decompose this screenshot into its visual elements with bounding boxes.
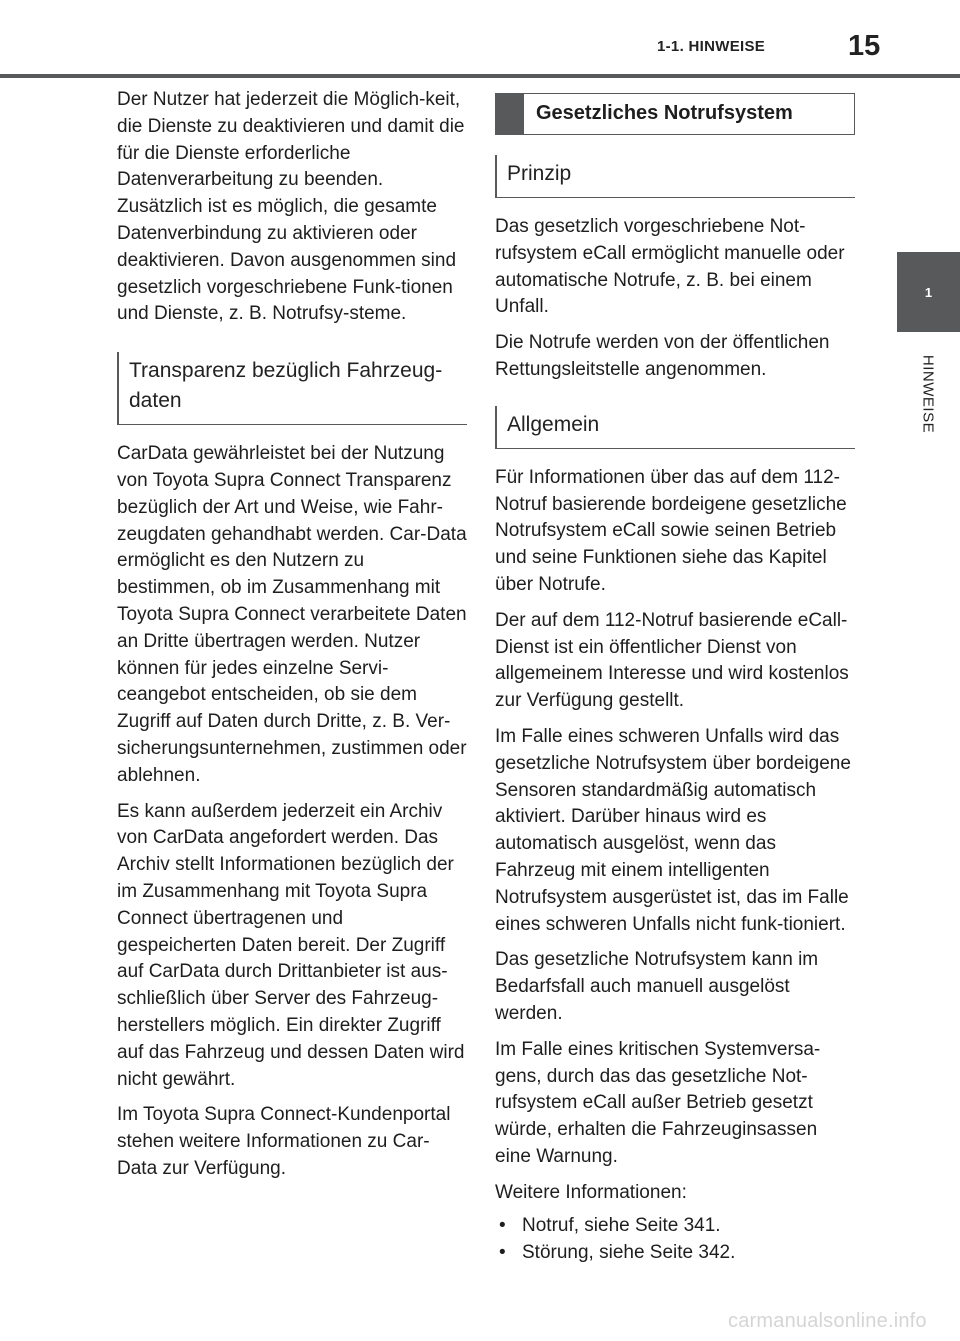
bullet-icon: •	[499, 1241, 506, 1263]
section-heading-text: Gesetzliches Notrufsystem	[536, 102, 793, 124]
paragraph: Die Notrufe werden von der öffentlichen Rettungsleitstelle angenommen.	[495, 332, 830, 380]
header-section-title: 1-1. HINWEISE	[657, 38, 766, 55]
paragraph: Das gesetzlich vorgeschriebene Not-rufsystem eCall ermöglicht manuelle oder automatische Notrufe, z. B. bei einem Unfall.	[495, 216, 845, 318]
paragraph: Es kann außerdem jederzeit ein Archiv von CarData angefordert werden. Das Archiv stellt Informationen bezüglich der im Zusammenhang mit Toyota Supra Connect übertragenen und gespeicherten Daten bereit. Der Zugriff auf CarData durch Drittanbieter ist aus-schließlich über Server des Fahrzeug-herstellers möglich. Ein direkter Zugriff auf das Fahrzeug und dessen Daten wird nicht gewährt.	[117, 800, 465, 1090]
left-column	[117, 87, 467, 1192]
header-rule	[0, 74, 960, 78]
paragraph: Für Informationen über das auf dem 112-Notruf basierende bordeigene gesetzliche Notrufsystem eCall sowie seinen Betrieb und seine Funktionen siehe das Kapitel über Notrufe.	[495, 466, 847, 595]
paragraph: Im Falle eines schweren Unfalls wird das gesetzliche Notrufsystem über bordeigene Sensoren standardmäßig automatisch aktiviert. Darüber hinaus wird es automatisch ausgelöst, wenn das Fahrzeug mit einem intelligenten Notrufsystem ausgerüstet ist, das im Falle eines schweren Unfalls nicht funk-tioniert.	[495, 725, 851, 935]
section-heading-bar	[496, 94, 524, 134]
general-heading: Allgemein	[495, 406, 855, 449]
bullet-icon: •	[499, 1214, 506, 1236]
paragraph: Das gesetzliche Notrufsystem kann im Bedarfsfall auch manuell ausgelöst werden.	[495, 949, 819, 1024]
paragraph: Im Toyota Supra Connect-Kundenportal stehen weitere Informationen zu Car-Data zur Verfügung.	[117, 1104, 451, 1179]
reference-list	[495, 1212, 855, 1266]
right-column	[495, 87, 855, 1266]
page-number: 15	[848, 30, 881, 62]
paragraph: CarData gewährleistet bei der Nutzung von Toyota Supra Connect Transparenz bezüglich der Art und Weise, wie Fahr-zeugdaten gehandhabt werden. Car-Data ermöglicht es den Nutzern zu bestimmen, ob im Zusammenhang mit Toyota Supra Connect verarbeitete Daten an Dritte übertragen werden. Nutzer können für jedes einzelne Servi-ceangebot entscheiden, ob sie dem Zugriff auf Daten durch Dritte, z. B. Ver-sicherungsunternehmen, zustimmen oder ablehnen.	[117, 443, 467, 786]
principle-heading: Prinzip	[495, 155, 855, 198]
intro-paragraph: Der Nutzer hat jederzeit die Möglich-keit, die Dienste zu deaktivieren und damit die für die Dienste erforderliche Datenverarbeitung zu beenden. Zusätzlich ist es möglich, die gesamte Datenverbindung zu aktivieren oder deaktivieren. Davon ausgenommen sind gesetzlich vorgeschriebene Funk-tionen und Dienste, z. B. Notrufsy-steme.	[117, 89, 465, 325]
section-heading	[495, 93, 855, 135]
chapter-tab-number: 1	[924, 284, 933, 300]
list-item	[495, 1212, 855, 1239]
transparency-heading: Transparenz bezüglich Fahrzeug-daten	[117, 352, 467, 425]
paragraph: Weitere Informationen:	[495, 1181, 687, 1203]
chapter-tab	[897, 252, 960, 332]
paragraph: Der auf dem 112-Notruf basierende eCall-Dienst ist ein öffentlicher Dienst von allgemeinem Interesse und wird kostenlos zur Verfügung gestellt.	[495, 609, 849, 712]
list-item-text: Störung, siehe Seite 342.	[522, 1241, 736, 1263]
paragraph: Im Falle eines kritischen Systemversa-gens, durch das das gesetzliche Not-rufsystem eCall außer Betrieb gesetzt würde, erhalten die Fahrzeuginsassen eine Warnung.	[495, 1038, 821, 1167]
watermark: carmanualsonline.info	[728, 1310, 927, 1332]
list-item-text: Notruf, siehe Seite 341.	[522, 1214, 721, 1236]
list-item	[495, 1239, 855, 1266]
chapter-tab-label: HINWEISE	[919, 354, 937, 434]
